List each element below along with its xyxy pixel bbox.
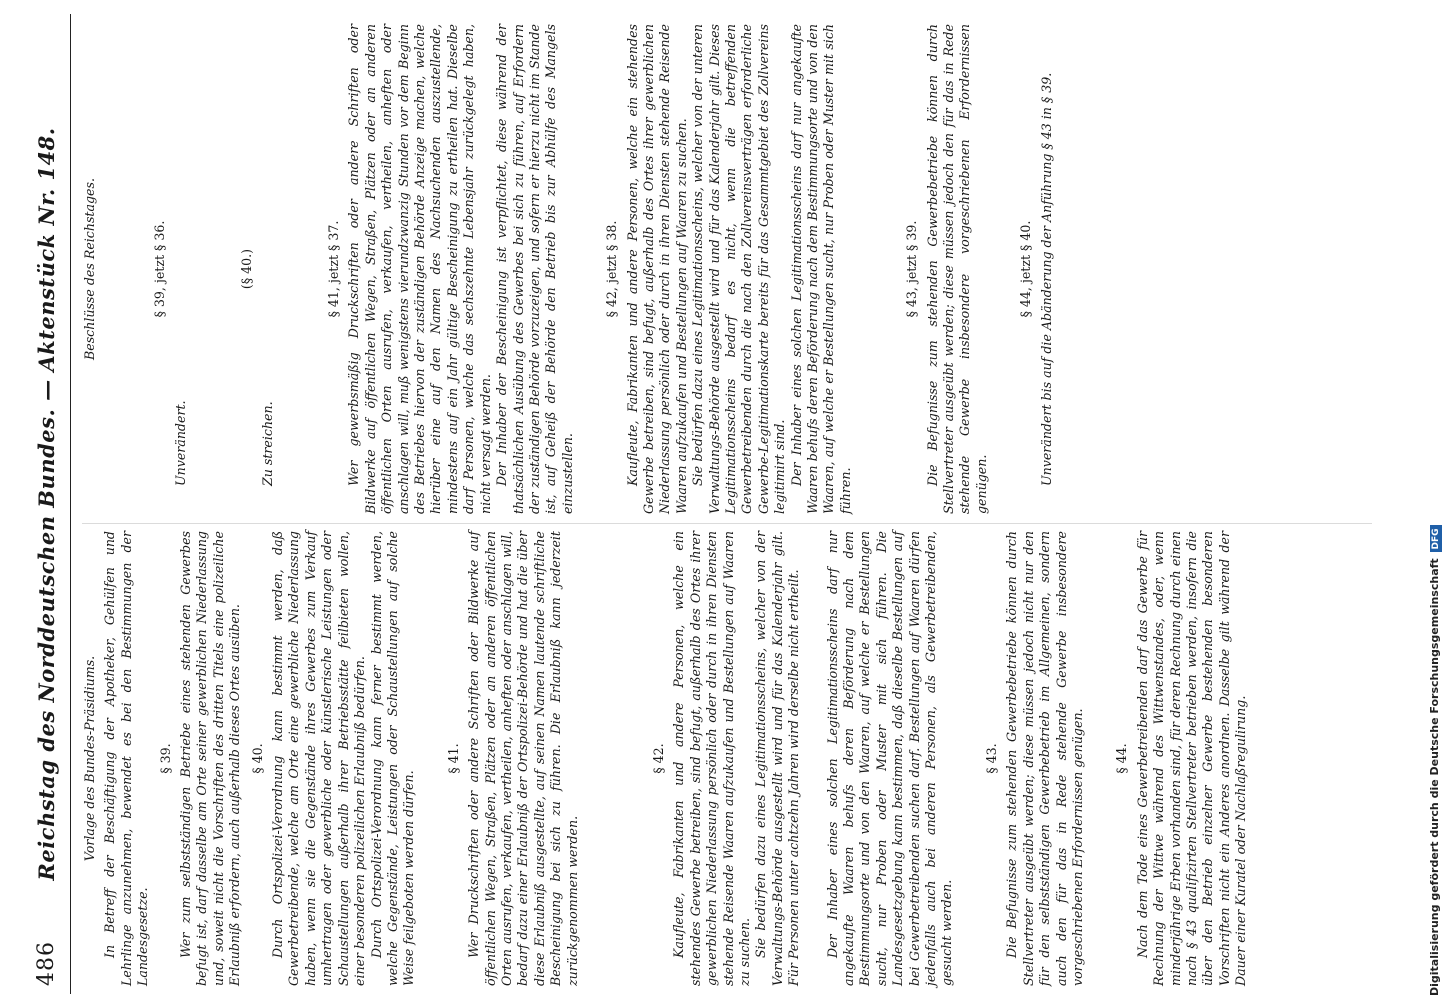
resolution-heading-44: § 44, jetzt § 40. — [1018, 220, 1034, 318]
resolution-text-40: Zu streichen. — [259, 401, 275, 486]
section-text-43: Die Befugnisse zum stehenden Gewerbebetriebe können durch Stellvertreter ausgeübt werden; diese müssen jedoch nicht nur den für den selbstständigen Gewerbebetrieb im Allgemeinen, sondern auch den für das in Rede stehende Gewerbe insbesondere vorgeschriebenen Erfordernissen genügen. — [1004, 531, 1085, 986]
resolution-text-42-b: Sie bedürfen dazu eines Legitimationsscheins, welcher von der unteren Verwaltungs-Behörde ausgestellt wird und für das Kalenderjahr gilt. Dieses Legitimationsscheins bedarf es nicht, wenn die betreffenden Gewerbetreibenden durch die nach den Zollvereinsverträgen erforderliche Gewerbe-Legitimationskarte bereits für das Gesammtgebiet des Zollvereins legitimirt sind. — [690, 24, 788, 514]
section-heading-40: § 40. — [249, 743, 265, 774]
section-text-42-b: Sie bedürfen dazu eines Legitimationsscheins, welcher von der Verwaltungs-Behörde ausgestellt wird und für das Kalenderjahr gilt. Für Personen unter achtzehn Jahren wird derselbe nicht ertheilt. — [753, 531, 802, 986]
resolution-text-42-a: Kaufleute, Fabrikanten und andere Personen, welche ein stehendes Gewerbe betreiben, sind befugt, außerhalb des Ortes ihrer gewerblichen Niederlassung persönlich oder durch in ihren Diensten stehende Reisende Waaren aufzukaufen und Bestellungen auf Waaren zu suchen. — [624, 24, 689, 514]
section-heading-39: § 39. — [157, 743, 173, 774]
resolution-heading-41: § 41, jetzt § 37. — [326, 220, 342, 318]
section-text-39: Wer zum selbstständigen Betriebe eines stehenden Gewerbes befugt ist, darf dasselbe am Orte seiner gewerblichen Niederlassung und, soweit nicht die Vorschriften des dritten Titels eine polizeiliche Erlaubniß erfordern, auch außerhalb dieses Ortes ausüben. — [178, 531, 243, 986]
dfg-logo: DFG — [1430, 525, 1442, 552]
section-text-42-c: Der Inhaber eines solchen Legitimationsscheins darf nur angekaufte Waaren behufs deren Beförderung nach dem Bestimmungsorte und von den Waaren, auf welche er Bestellungen sucht, nur Proben oder Muster mit sich führen. Die Landesgesetzgebung kann bestimmen, daß dieselbe Bestellungen auf bei Gewerbetreibenden suchen darf. Bestellungen auf Waaren dürfen jedenfalls auch bei anderen Personen, als Gewerbetreibenden, gesucht werden. — [824, 531, 955, 986]
left-column-title: Vorlage des Bundes-Präsidiums. — [82, 655, 97, 862]
right-column-title: Beschlüsse des Reichstages. — [82, 178, 97, 360]
page-number: 486 — [34, 941, 59, 986]
intro-paragraph: In Betreff der Beschäftigung der Apotheker, Gehülfen und Lehrlinge anzunehmen, bewendet es bei den Bestimmungen der Landesgesetze. — [102, 531, 151, 986]
left-column — [82, 531, 1250, 986]
resolution-heading-43: § 43, jetzt § 39. — [904, 220, 920, 318]
funding-sidebar — [1408, 6, 1441, 996]
section-heading-43: § 43. — [983, 743, 999, 774]
resolution-heading-39: § 39, jetzt § 36. — [152, 220, 168, 318]
section-text-44: Nach dem Tode eines Gewerbetreibenden darf das Gewerbe für Rechnung der Wittwe während des Wittwenstandes, oder, wenn minderjährige Erben vorhanden sind, für deren Rechnung durch einen nach § 43 qualifizirten Stellvertreter betrieben werden, insofern die über den Betrieb einzelner Gewerbe bestehenden besonderen Vorschriften nicht ein Anderes anordnen. Dasselbe gilt während der Dauer einer Kuratel oder Nachlaßregulirung. — [1134, 531, 1249, 986]
rotated-page-content — [2, 14, 1387, 994]
page-title: Reichstag des Norddeutschen Bundes. — Aktenstück Nr. 148. — [34, 127, 59, 881]
resolution-text-39: Unverändert. — [172, 400, 188, 486]
resolution-text-42-c: Der Inhaber eines solchen Legitimationsscheins darf nur angekaufte Waaren behufs deren Beförderung nach dem Bestimmungsorte und von den Waaren, auf welche er Bestellungen sucht, nur Proben oder Muster mit sich führen. — [788, 24, 853, 514]
section-heading-42: § 42. — [650, 743, 666, 774]
funding-note — [1428, 6, 1442, 996]
resolution-text-44: Unverändert bis auf die Abänderung der Anführung § 43 in § 39. — [1038, 72, 1054, 486]
resolution-text-43: Die Befugnisse zum stehenden Gewerbebetriebe können durch Stellvertreter ausgeübt werden; diese müssen jedoch den für das in Rede stehende Gewerbe insbesondere vorgeschriebenen Erfordernissen genügen. — [924, 24, 989, 514]
section-text-40-a: Durch Ortspolizei-Verordnung kann bestimmt werden, daß Gewerbetreibende, welche am Orte eine gewerbliche Niederlassung haben, wenn sie die Gegenstände ihres Gewerbes zum Verkauf umhertragen oder gewerbliche oder künstlerische Leistungen oder Schaustellungen außerhalb ihrer Betriebsstätte feilbieten wollen, einer besonderen polizeilichen Erlaubniß bedürfen. — [270, 531, 368, 986]
section-text-42-a: Kaufleute, Fabrikanten und andere Personen, welche ein stehendes Gewerbe betreiben, sind befugt, außerhalb des Ortes ihrer gewerblichen Niederlassung persönlich oder durch in ihren Diensten stehende Reisende Waaren aufzukaufen und Bestellungen auf Waaren zu suchen. — [671, 531, 752, 986]
right-column — [82, 24, 1055, 514]
column-divider — [82, 523, 1372, 524]
resolution-heading-42: § 42, jetzt § 38. — [604, 220, 620, 318]
section-heading-44: § 44. — [1114, 743, 1130, 774]
section-text-41: Wer Druckschriften oder andere Schriften oder Bildwerke auf öffentlichen Wegen, Straßen, Plätzen oder an anderen öffentlichen Orten ausrufen, verkaufen, vertheilen, anheften oder anschlagen will, bedarf dazu einer Erlaubniß der Ortspolizei-Behörde und hat die über diese Erlaubniß ausgestellte, auf seinen Namen lautende schriftliche Bescheinigung bei sich zu führen. Die Erlaubniß kann jederzeit zurückgenommen werden. — [466, 531, 580, 986]
funding-text: Digitalisierung gefördert durch die Deutsche Forschungsgemeinschaft — [1428, 558, 1441, 996]
resolution-text-41-b: Der Inhaber der Bescheinigung ist verpflichtet, diese während der thatsächlichen Ausübung des Gewerbes bei sich zu führen, auf Erfordern der zuständigen Behörde vorzuzeigen, und sofern er hierzu nicht im Stande ist, auf Geheiß der Behörde den Betrieb bis zur Abhülfe des Mangels einzustellen. — [494, 24, 575, 514]
resolution-text-41-a: Wer gewerbsmäßig Druckschriften oder andere Schriften oder Bildwerke auf öffentlichen Wegen, Straßen, Plätzen oder an anderen öffentlichen Orten ausrufen, verkaufen, vertheilen, anheften oder anschlagen will, muß wenigstens vierundzwanzig Stunden vor dem Beginn des Betriebes hiervon der zuständigen Behörde Anzeige machen, welche hierüber eine auf den Namen des Nachsuchenden auszustellende, mindestens auf ein Jahr gültige Bescheinigung zu ertheilen hat. Dieselbe darf Personen, welche das sechszehnte Lebensjahr zurückgelegt haben, nicht versagt werden. — [346, 24, 493, 514]
section-text-40-b: Durch Ortspolizei-Verordnung kann ferner bestimmt werden, welche Gegenstände, Leistungen oder Schaustellungen auf solche Weise feilgeboten werden dürfen. — [368, 531, 417, 986]
section-heading-41: § 41. — [445, 743, 461, 774]
resolution-heading-40: (§ 40.) — [239, 248, 255, 290]
page-header — [30, 14, 71, 994]
